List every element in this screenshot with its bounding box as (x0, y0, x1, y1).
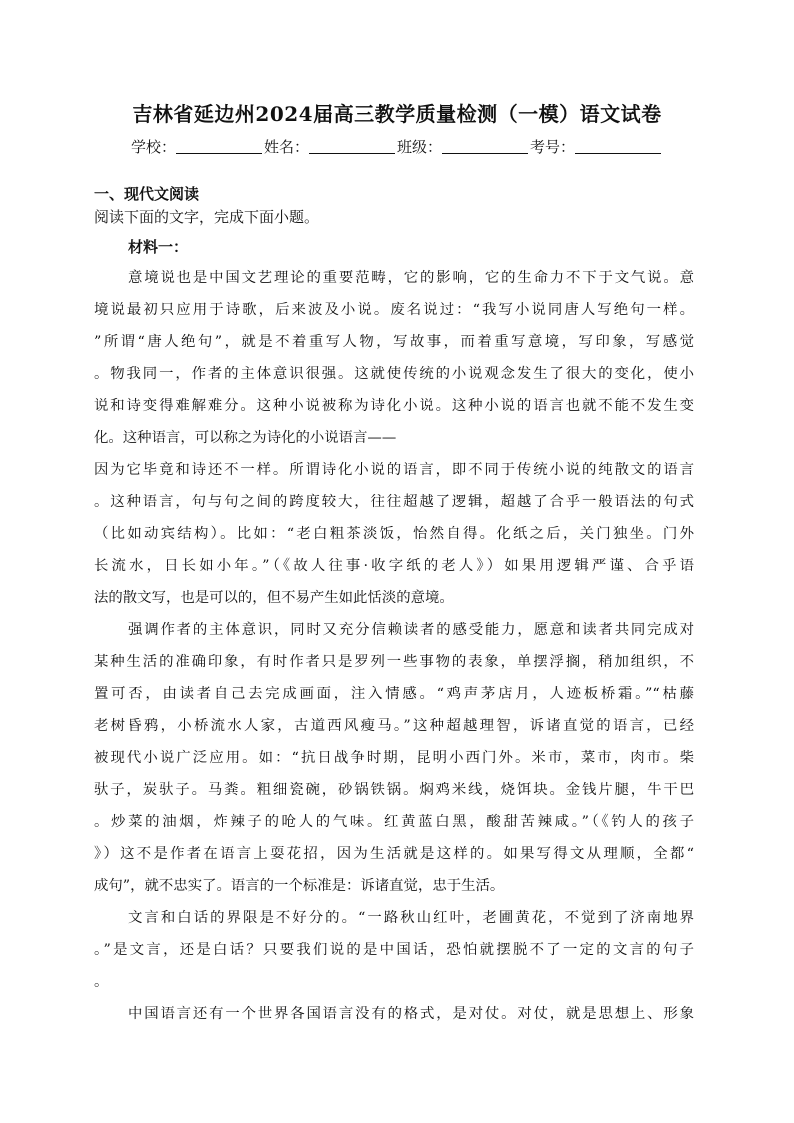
class-blank (442, 139, 528, 154)
text-line: 。 (94, 974, 109, 990)
text-line: ”所谓“唐人绝句”，就是不着重写人物，写故事，而着重写意境，写印象，写感觉 (94, 334, 694, 350)
text-line: 因为它毕竟和诗还不一样。所谓诗化小说的语言，即不同于传统小说的纯散文的语言 (94, 462, 694, 478)
text-line: 意境说也是中国文艺理论的重要范畴，它的影响，它的生命力不下于文气说。意 (128, 270, 694, 286)
section-instruction: 阅读下面的文字，完成下面小题。 (94, 208, 320, 226)
school-label: 学校： (130, 138, 176, 156)
class-label: 班级： (397, 138, 443, 156)
text-line: 某种生活的准确印象，有时作者只是罗列一些事物的表象，单摆浮搁，稍加组织，不 (94, 654, 694, 670)
text-line: 化。这种语言，可以称之为诗化的小说语言—— (94, 430, 397, 446)
text-line: 文言和白话的界限是不好分的。“一路秋山红叶，老圃黄花，不觉到了济南地界 (128, 910, 694, 926)
material-label: 材料一： (128, 238, 189, 256)
text-line: 置可否，由读者自己去完成画面，注入情感。“鸡声茅店月，人迹板桥霜。”“枯藤 (94, 686, 694, 702)
text-line: 成句”，就不忠实了。语言的一个标准是：诉诸直觉，忠于生活。 (94, 878, 505, 894)
passage-body (94, 262, 694, 1030)
text-line: 中国语言还有一个世界各国语言没有的格式，是对仗。对仗，就是思想上、形象 (128, 1006, 694, 1022)
name-blank (309, 139, 395, 154)
text-line: 。”是文言，还是白话？只要我们说的是中国话，恐怕就摆脱不了一定的文言的句子 (94, 942, 694, 958)
section-heading: 一、现代文阅读 (94, 185, 200, 203)
exam-title: 吉林省延边州2024届高三教学质量检测（一模）语文试卷 (132, 102, 662, 126)
text-line: 驮子，炭驮子。马粪。粗细瓷碗，砂锅铁锅。焖鸡米线，烧饵块。金钱片腿，牛干巴 (94, 782, 694, 798)
text-line: 。物我同一，作者的主体意识很强。这就使传统的小说观念发生了很大的变化，使小 (94, 366, 694, 382)
text-line: 强调作者的主体意识，同时又充分信赖读者的感受能力，愿意和读者共同完成对 (128, 622, 694, 638)
text-line: （比如动宾结构）。比如：“老白粗茶淡饭，怡然自得。化纸之后，关门独坐。门外 (94, 526, 694, 542)
text-line: 老树昏鸦，小桥流水人家，古道西风瘦马。”这种超越理智，诉诸直觉的语言，已经 (94, 718, 694, 734)
text-line: 被现代小说广泛应用。如：“抗日战争时期，昆明小西门外。米市，菜市，肉市。柴 (94, 750, 694, 766)
text-line: 长流水，日长如小年。”（《故人往事·收字纸的老人》）如果用逻辑严谨、合乎语 (94, 558, 694, 574)
student-info-row (0, 136, 794, 157)
text-line: 法的散文写，也是可以的，但不易产生如此恬淡的意境。 (94, 590, 454, 606)
school-blank (176, 139, 262, 154)
text-line: 说和诗变得难解难分。这种小说被称为诗化小说。这种小说的语言也就不能不发生变 (94, 398, 694, 414)
text-line: 境说最初只应用于诗歌，后来波及小说。废名说过：“我写小说同唐人写绝句一样。 (94, 302, 694, 318)
text-line: 》）这不是作者在语言上耍花招，因为生活就是这样的。如果写得文从理顺，全都“ (94, 846, 694, 862)
number-label: 考号： (530, 138, 576, 156)
text-line: 。这种语言，句与句之间的跨度较大，往往超越了逻辑，超越了合乎一般语法的句式 (94, 494, 694, 510)
number-blank (575, 139, 661, 154)
text-line: 。炒菜的油烟，炸辣子的呛人的气味。红黄蓝白黑，酸甜苦辣咸。”（《钓人的孩子 (94, 814, 694, 830)
name-label: 姓名： (263, 138, 309, 156)
